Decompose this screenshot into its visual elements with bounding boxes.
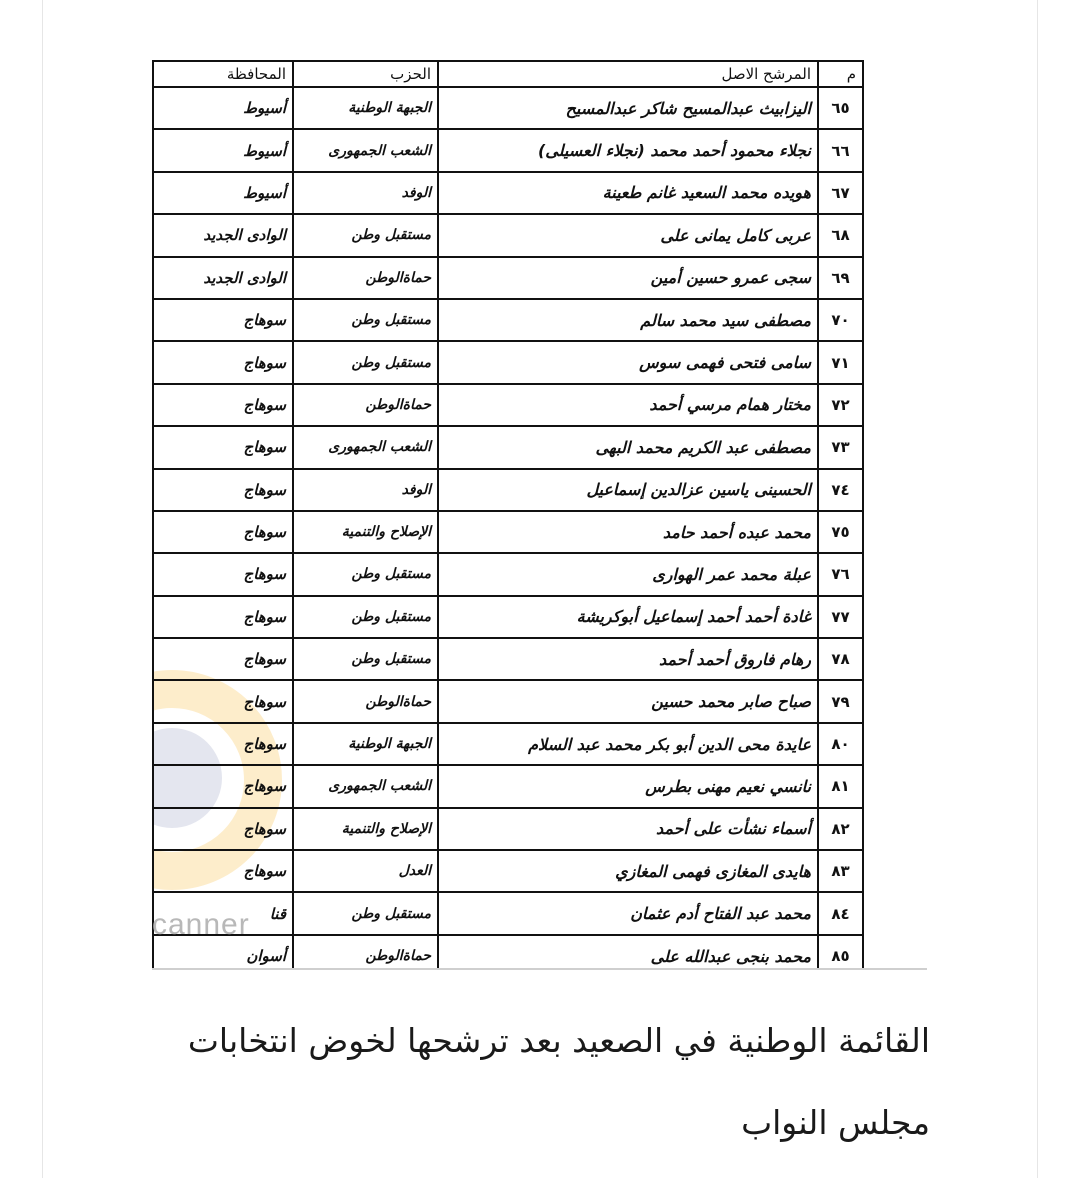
governorate-name: سوهاج (153, 553, 293, 595)
governorate-name: أسيوط (153, 129, 293, 171)
row-number: ٧٥ (818, 511, 863, 553)
candidate-name: محمد عبد الفتاح أدم عثمان (438, 892, 818, 934)
party-name: مستقبل وطن (293, 553, 438, 595)
candidate-name: أسماء نشأت على أحمد (438, 808, 818, 850)
candidate-name: مصطفى سيد محمد سالم (438, 299, 818, 341)
row-number: ٦٦ (818, 129, 863, 171)
table-row (153, 765, 863, 807)
table-row (153, 384, 863, 426)
row-number: ٨١ (818, 765, 863, 807)
party-name: حماةالوطن (293, 680, 438, 722)
candidate-name: رهام فاروق أحمد أحمد (438, 638, 818, 680)
table-row (153, 680, 863, 722)
candidate-name: سامى فتحى فهمى سوس (438, 341, 818, 383)
row-number: ٧٧ (818, 596, 863, 638)
row-number: ٧١ (818, 341, 863, 383)
row-number: ٨٣ (818, 850, 863, 892)
candidate-name: نانسي نعيم مهنى بطرس (438, 765, 818, 807)
row-number: ٦٧ (818, 172, 863, 214)
row-number: ٦٨ (818, 214, 863, 256)
party-name: الإصلاح والتنمية (293, 808, 438, 850)
row-number: ٨٢ (818, 808, 863, 850)
party-name: الإصلاح والتنمية (293, 511, 438, 553)
party-name: الوفد (293, 172, 438, 214)
governorate-name: أسيوط (153, 87, 293, 129)
table-row (153, 129, 863, 171)
row-number: ٨٤ (818, 892, 863, 934)
governorate-name: قنا (153, 892, 293, 934)
party-name: الوفد (293, 469, 438, 511)
governorate-name: سوهاج (153, 341, 293, 383)
scanner-watermark: canner (152, 908, 250, 941)
governorate-name: سوهاج (153, 680, 293, 722)
candidate-name: اليزابيث عبدالمسيح شاكر عبدالمسيح (438, 87, 818, 129)
row-number: ٧٦ (818, 553, 863, 595)
party-name: الشعب الجمهورى (293, 765, 438, 807)
table-row (153, 299, 863, 341)
table-row (153, 257, 863, 299)
candidate-name: هايدى المغازى فهمى المغازي (438, 850, 818, 892)
table-row (153, 469, 863, 511)
divider (152, 968, 927, 970)
table-row (153, 723, 863, 765)
party-name: مستقبل وطن (293, 638, 438, 680)
table-row (153, 87, 863, 129)
candidate-name: صباح صابر محمد حسين (438, 680, 818, 722)
party-name: الجبهة الوطنية (293, 723, 438, 765)
table-header-row (153, 61, 863, 87)
row-number: ٨٠ (818, 723, 863, 765)
party-name: العدل (293, 850, 438, 892)
candidate-name: الحسينى ياسين عزالدين إسماعيل (438, 469, 818, 511)
governorate-name: سوهاج (153, 808, 293, 850)
governorate-name: سوهاج (153, 299, 293, 341)
party-name: حماةالوطن (293, 257, 438, 299)
candidate-name: سجى عمرو حسين أمين (438, 257, 818, 299)
candidate-name: عربى كامل يمانى على (438, 214, 818, 256)
table-row (153, 341, 863, 383)
party-name: مستقبل وطن (293, 892, 438, 934)
candidate-name: عايدة محى الدين أبو بكر محمد عبد السلام (438, 723, 818, 765)
party-name: مستقبل وطن (293, 596, 438, 638)
candidates-table (152, 60, 864, 970)
party-name: الجبهة الوطنية (293, 87, 438, 129)
table-row (153, 511, 863, 553)
table-row (153, 553, 863, 595)
row-number: ٨٥ (818, 935, 863, 970)
frame-border-left (42, 0, 43, 1178)
row-number: ٧٤ (818, 469, 863, 511)
header-name: المرشح الاصل (438, 61, 818, 87)
governorate-name: سوهاج (153, 596, 293, 638)
candidate-name: عبلة محمد عمر الهوارى (438, 553, 818, 595)
candidate-name: محمد بنجى عبدالله على (438, 935, 818, 970)
table-row (153, 426, 863, 468)
governorate-name: سوهاج (153, 723, 293, 765)
candidate-name: مصطفى عبد الكريم محمد البهى (438, 426, 818, 468)
frame-border-right (1037, 0, 1038, 1178)
table-row (153, 172, 863, 214)
governorate-name: أسيوط (153, 172, 293, 214)
governorate-name: سوهاج (153, 850, 293, 892)
row-number: ٦٩ (818, 257, 863, 299)
party-name: حماةالوطن (293, 935, 438, 970)
governorate-name: سوهاج (153, 638, 293, 680)
table-row (153, 892, 863, 934)
table-row (153, 596, 863, 638)
row-number: ٧٠ (818, 299, 863, 341)
row-number: ٧٢ (818, 384, 863, 426)
table-row (153, 214, 863, 256)
header-party: الحزب (293, 61, 438, 87)
table-row (153, 638, 863, 680)
candidate-name: مختار همام مرسي أحمد (438, 384, 818, 426)
party-name: مستقبل وطن (293, 341, 438, 383)
governorate-name: سوهاج (153, 469, 293, 511)
header-num: م (818, 61, 863, 87)
governorate-name: سوهاج (153, 511, 293, 553)
party-name: مستقبل وطن (293, 299, 438, 341)
scanned-document (152, 40, 927, 970)
candidate-name: غادة أحمد أحمد إسماعيل أبوكريشة (438, 596, 818, 638)
row-number: ٧٩ (818, 680, 863, 722)
row-number: ٦٥ (818, 87, 863, 129)
table-row (153, 850, 863, 892)
governorate-name: أسوان (153, 935, 293, 970)
candidate-name: نجلاء محمود أحمد محمد (نجلاء العسيلى) (438, 129, 818, 171)
governorate-name: سوهاج (153, 765, 293, 807)
row-number: ٧٨ (818, 638, 863, 680)
table-row (153, 935, 863, 970)
header-governorate: المحافظة (153, 61, 293, 87)
governorate-name: الوادى الجديد (153, 257, 293, 299)
row-number: ٧٣ (818, 426, 863, 468)
governorate-name: الوادى الجديد (153, 214, 293, 256)
governorate-name: سوهاج (153, 384, 293, 426)
party-name: الشعب الجمهورى (293, 129, 438, 171)
governorate-name: سوهاج (153, 426, 293, 468)
candidate-name: هويده محمد السعيد غانم طعينة (438, 172, 818, 214)
party-name: حماةالوطن (293, 384, 438, 426)
image-caption: القائمة الوطنية في الصعيد بعد ترشحها لخوض انتخابات مجلس النواب (187, 1021, 930, 1142)
table-row (153, 808, 863, 850)
party-name: الشعب الجمهورى (293, 426, 438, 468)
party-name: مستقبل وطن (293, 214, 438, 256)
candidate-name: محمد عبده أحمد حامد (438, 511, 818, 553)
